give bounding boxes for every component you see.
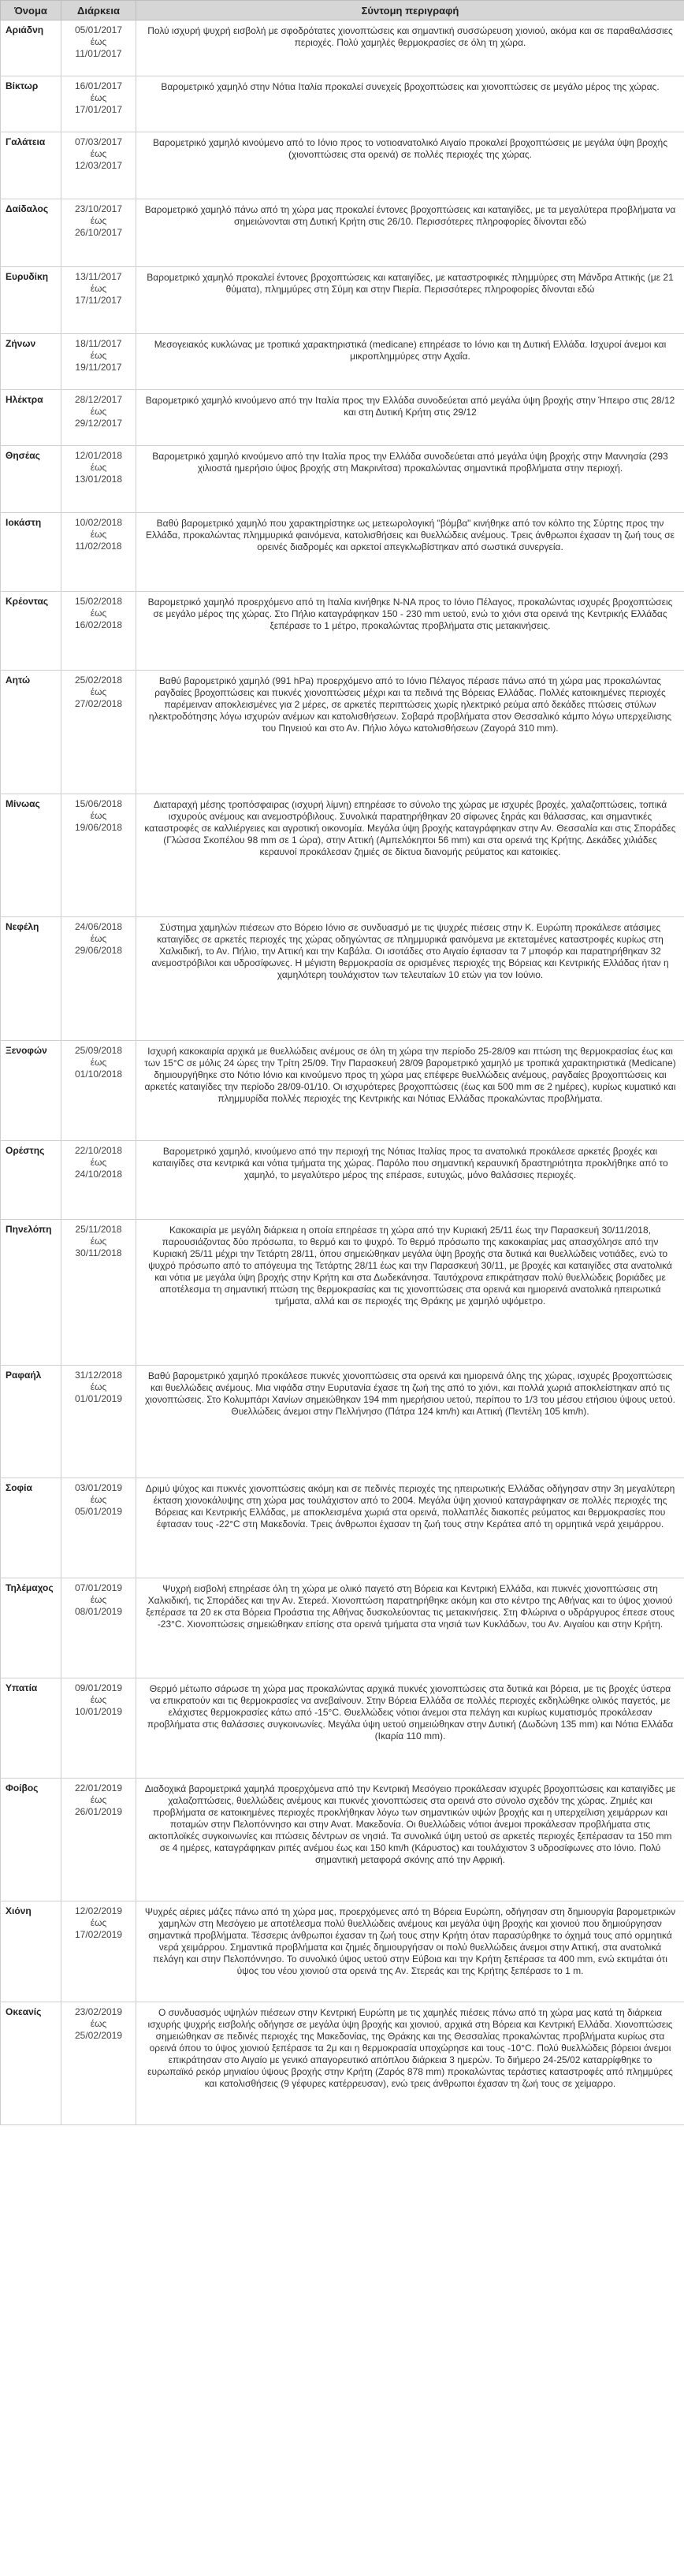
start-date: 25/11/2018 xyxy=(75,1224,122,1235)
storm-duration xyxy=(61,1678,136,1779)
storm-description: Σύστημα χαμηλών πιέσεων στο Βόρειο Ιόνιο σε συνδυασμό με τις ψυχρές πιέσεις στην Κ. Ευρώπη προκάλεσε ατάσιμες καταιγίδες σε αρκετές περιοχές της χώρας οδηγώντας σε πλημμυρικά φαινόμενα με εκτεταμένες καταστροφές κυρίως στη Χαλκιδική, το Αν. Πήλιο, την Αττική και την Καβάλα. Οι ισοτάδες στο Αιγαίο έφτασαν τα 7 μποφόρ και παρατηρήθηκαν 32 ανεμοστρόβιλοι και υδροσίφωνες. Η μέγιστη θερμοκρασία σε ορισμένες περιοχές της Βόρειας και Κεντρικής Ελλάδας ήταν η χαμηλότερη τουλάχιστον των τελευταίων 10 ετών για τον Ιούνιο. xyxy=(136,917,684,1041)
storm-duration xyxy=(61,1901,136,2002)
table-row xyxy=(1,1141,684,1220)
end-date: 29/06/2018 xyxy=(74,945,123,956)
storm-duration xyxy=(61,199,136,267)
storm-name: Κρέοντας xyxy=(1,592,61,671)
end-date: 12/03/2017 xyxy=(74,160,123,171)
storm-duration xyxy=(61,592,136,671)
table-row xyxy=(1,1779,684,1901)
table-row xyxy=(1,794,684,917)
storm-duration xyxy=(61,1141,136,1220)
storm-description: Θερμό μέτωπο σάρωσε τη χώρα μας προκαλώντας αρχικά πυκνές χιονοπτώσεις στα δυτικά και βόρεια, με τις βροχές ύστερα να επικρατούν και τις θερμοκρασίες να ανεβαίνουν. Στην Βόρεια Ελλάδα σε πολλές περιοχές εκδηλώθηκε ολικός παγετός, με ελάχιστες θερμοκρασίες κάτω από -15°C. Θυελλώδεις νότιοι άνεμοι στα πελάγη και κυρίως κυματισμός προκάλεσαν προβλήματα στις θαλάσσιες συγκοινωνίες. Μεγάλα ύψη υετού σημειώθηκαν στην Δυτική (Δωδώνη 135 mm) και Νότια Ελλάδα (Ικαρία 110 mm). xyxy=(136,1678,684,1779)
date-separator: έως xyxy=(90,462,107,473)
date-separator: έως xyxy=(90,92,107,103)
storm-description: Βαρομετρικό χαμηλό προκαλεί έντονες βροχοπτώσεις και καταιγίδες, με καταστροφικές πλημμύρες στη Μάνδρα Αττικής (με 21 θύματα), πλημμύρες στη Σύμη και στην Πιερία. Περισσότερες πληροφορίες δίνονται εδώ xyxy=(136,267,684,334)
storm-duration xyxy=(61,917,136,1041)
storm-duration xyxy=(61,20,136,76)
table-row xyxy=(1,513,684,592)
start-date: 07/03/2017 xyxy=(74,136,123,147)
start-date: 15/06/2018 xyxy=(74,798,123,809)
table-row xyxy=(1,2002,684,2125)
storm-name: Φοίβος xyxy=(1,1779,61,1901)
storm-name: Μίνωας xyxy=(1,794,61,917)
storm-name: Αητώ xyxy=(1,671,61,794)
table-row xyxy=(1,446,684,513)
storm-description: Κακοκαιρία με μεγάλη διάρκεια η οποία επηρέασε τη χώρα από την Κυριακή 25/11 έως την Παρασκευή 30/11/2018, παρουσιάζοντας δύο πρόσωπα, το θερμό και το ψυχρό. Το θερμό πρόσωπο της κακοκαιρίας μας απασχόλησε από την Κυριακή 25/11 μέχρι την Τετάρτη 28/11, όπου σημειώθηκαν μεγάλα ύψη βροχής στα δυτικά και θυελλώδεις νοτιάδες, ενώ το ψυχρό πρόσωπο από το απόγευμα της Τετάρτης 28/11 έως και την Παρασκευή 30/11, με βροχές και καταιγίδες στα ανατολικά και νότια με μεγάλα ύψη βροχής στην Κρήτη και στα Δωδεκάνησα. Ταυτόχρονα επικράτησαν πολύ θυελλώδεις βοριάδες με αποτέλεσμα τη σημαντική πτώση της θερμοκρασίας και τις χιονοπτώσεις στα ορεινά και ημιορεινά ανατολικά ηπειρωτικά τμήματα, αλλά και σε περιοχές της Θράκης με χαμηλό υψόμετρο. xyxy=(136,1220,684,1366)
start-date: 22/10/2018 xyxy=(74,1145,123,1156)
storm-description: Ψυχρές αέριες μάζες πάνω από τη χώρα μας, προερχόμενες από τη Βόρεια Ευρώπη, οδήγησαν στη δημιουργία βαρομετρικών χαμηλών στη Μεσόγειο με αποτέλεσμα πολύ θυελλώδεις ανέμους και μεγάλα ύψη βροχής και χιονιού που δημιούργησαν σημαντικά προβλήματα. Τέσσερις άνθρωποι έχασαν τη ζωή τους στην Κρήτη όταν παρασύρθηκε το όχημά τους από ορμητικά νερά χειμάρρου. Σημαντικά προβλήματα και ζημιές δημιουργήσαν οι πολύ θυελλώδεις άνεμοι στην Αττική, στα ανατολικά πελάγη και στην Πελοπόννησο. Το συνολικό ύψος υετού στην Εύβοια και την Κρήτη ξεπέρασε τα 400 mm, ενώ εκτιμάται ότι ύψος του νέου χιονιού στα ορεινά της Αν. Στερεάς και της Κρήτης ξεπέρασε το 1 m. xyxy=(136,1901,684,2002)
end-date: 24/10/2018 xyxy=(74,1169,123,1180)
storm-description: Βαθύ βαρομετρικό χαμηλό που χαρακτηρίστηκε ως μετεωρολογική "βόμβα" κινήθηκε από τον κόλπο της Σύρτης προς την Ελλάδα, προκαλώντας πλημμυρικά φαινόμενα, κατολισθήσεις και θυελλώδεις ανέμους. Τρεις άνθρωποι έχασαν τη ζωή τους σε ορεινές διαδρομές και αρκετοί απεγκλωβίστηκαν από σωστικά συνεργεία. xyxy=(136,513,684,592)
end-date: 26/01/2019 xyxy=(74,1806,123,1817)
storm-duration xyxy=(61,446,136,513)
storm-description: Βαρομετρικό χαμηλό στην Νότια Ιταλία προκαλεί συνεχείς βροχοπτώσεις και χιονοπτώσεις σε μεγάλο μέρος της χώρας. xyxy=(136,76,684,132)
table-row xyxy=(1,76,684,132)
start-date: 05/01/2017 xyxy=(74,24,123,35)
end-date: 17/11/2017 xyxy=(75,295,122,306)
storm-duration xyxy=(61,671,136,794)
storm-description: Μεσογειακός κυκλώνας με τροπικά χαρακτηριστικά (medicane) επηρέασε το Ιόνιο και τη Δυτική Ελλάδα. Ισχυροί άνεμοι και μικροπλημμύρες στην Αχαΐα. xyxy=(136,334,684,390)
end-date: 13/01/2018 xyxy=(74,474,123,485)
storm-name: Χιόνη xyxy=(1,1901,61,2002)
table-row xyxy=(1,267,684,334)
start-date: 25/09/2018 xyxy=(74,1045,123,1056)
header-name: Όνομα xyxy=(1,1,61,20)
start-date: 03/01/2019 xyxy=(74,1482,123,1493)
end-date: 26/10/2017 xyxy=(74,227,123,238)
start-date: 28/12/2017 xyxy=(74,394,123,405)
start-date: 25/02/2018 xyxy=(74,675,123,686)
storm-description: Ισχυρή κακοκαιρία αρχικά με θυελλώδεις ανέμους σε όλη τη χώρα την περίοδο 25-28/09 και πτώση της θερμοκρασίας έως και των 15°C σε μόλις 24 ώρες την Τρίτη 25/09. Την Παρασκευή 28/09 βαρομετρικό χαμηλό με τροπικά χαρακτηριστικά (Medicane) δημιουργήθηκε στο Νότιο Ιόνιο και κινούμενο προς τη χώρα μας επέφερε θυελλώδεις ανέμους, ραγδαίες βροχοπτώσεις και αρκετές καταιγίδες την περίοδο 28/09-01/10. Οι ισχυρότερες βροχοπτώσεις (έως και 500 mm σε 2 ημέρες), κυρίως κυματικό και πλημμυρίδα πολλές περιοχές της Κεντρικής και Νότιας Ελλάδας προκαλώντας προβλήματα. xyxy=(136,1041,684,1141)
date-separator: έως xyxy=(90,406,107,417)
end-date: 01/01/2019 xyxy=(74,1393,123,1404)
start-date: 12/01/2018 xyxy=(74,450,123,461)
start-date: 22/01/2019 xyxy=(74,1782,123,1794)
table-row xyxy=(1,1366,684,1478)
table-row xyxy=(1,199,684,267)
end-date: 10/01/2019 xyxy=(74,1706,123,1717)
table-row xyxy=(1,1041,684,1141)
table-row xyxy=(1,132,684,199)
storm-description: Δριμύ ψύχος και πυκνές χιονοπτώσεις ακόμη και σε πεδινές περιοχές της ηπειρωτικής Ελλάδας οδήγησαν στην 3η μεγαλύτερη έκταση χιονοκάλυψης στη χώρα μας τουλάχιστον από το 2004. Μεγάλα ύψη χιονιού καταγράφηκαν σε πολλές περιοχές της Βόρειας και Κεντρικής Ελλάδας, με αποκλεισμένα χωριά στα ορεινά, πολλαπλές διακοπές ρεύματος και θερμοκρασίες που έφτασαν τους -22°C στη Μακεδονία. Τρεις άνθρωποι έχασαν τη ζωή τους στην Κεράτεα από τη ορμητικά νερά χειμάρρου. xyxy=(136,1478,684,1578)
storm-duration xyxy=(61,1478,136,1578)
table-row xyxy=(1,917,684,1041)
table-row xyxy=(1,1678,684,1779)
table-row xyxy=(1,1220,684,1366)
storm-name: Υπατία xyxy=(1,1678,61,1779)
end-date: 01/10/2018 xyxy=(74,1069,123,1080)
end-date: 27/02/2018 xyxy=(74,698,123,709)
storm-duration xyxy=(61,2002,136,2125)
storm-description: Βαρομετρικό χαμηλό πάνω από τη χώρα μας προκαλεί έντονες βροχοπτώσεις και καταιγίδες, με τα μεγαλύτερα προβλήματα να σημειώνονται στη Δυτική Κρήτη στις 26/10. Περισσότερες πληροφορίες δίνονται εδώ xyxy=(136,199,684,267)
date-separator: έως xyxy=(90,1794,107,1805)
start-date: 23/02/2019 xyxy=(74,2006,123,2017)
storm-duration xyxy=(61,513,136,592)
date-separator: έως xyxy=(90,215,107,226)
storm-name: Δαίδαλος xyxy=(1,199,61,267)
date-separator: έως xyxy=(90,350,107,361)
date-separator: έως xyxy=(90,1057,107,1068)
date-separator: έως xyxy=(90,529,107,540)
storm-name: Ξενοφών xyxy=(1,1041,61,1141)
storm-name: Βίκτωρ xyxy=(1,76,61,132)
table-row xyxy=(1,1901,684,2002)
storm-duration xyxy=(61,1041,136,1141)
storm-name: Αριάδνη xyxy=(1,20,61,76)
end-date: 17/02/2019 xyxy=(74,1929,123,1940)
storm-name: Ιοκάστη xyxy=(1,513,61,592)
storm-duration xyxy=(61,76,136,132)
end-date: 08/01/2019 xyxy=(74,1606,123,1617)
end-date: 11/02/2018 xyxy=(75,541,122,552)
date-separator: έως xyxy=(90,1236,107,1247)
start-date: 24/06/2018 xyxy=(74,921,123,932)
storm-name: Πηνελόπη xyxy=(1,1220,61,1366)
table-row xyxy=(1,334,684,390)
date-separator: έως xyxy=(90,1157,107,1168)
end-date: 05/01/2019 xyxy=(74,1506,123,1517)
date-separator: έως xyxy=(90,148,107,159)
storm-name: Ζήνων xyxy=(1,334,61,390)
header-duration: Διάρκεια xyxy=(61,1,136,20)
table-header xyxy=(1,1,684,20)
storm-name: Ραφαήλ xyxy=(1,1366,61,1478)
end-date: 29/12/2017 xyxy=(74,418,123,429)
storm-duration xyxy=(61,132,136,199)
storm-description: Βαρομετρικό χαμηλό, κινούμενο από την περιοχή της Νότιας Ιταλίας προς τα ανατολικά προκάλεσε αρκετές βροχές και καταιγίδες στα κεντρικά και νότια τμήματα της χώρας. Παρόλο που σημαντική κεραυνική δραστηριότητα προκλήθηκε από το χαμηλό, το μεγαλύτερο μέρος της επέρασε, ευτυχώς, μόνο θαλάσσιες περιοχές. xyxy=(136,1141,684,1220)
table-row xyxy=(1,390,684,446)
storm-description: Διαδοχικά βαρομετρικά χαμηλά προερχόμενα από την Κεντρική Μεσόγειο προκάλεσαν ισχυρές βροχοπτώσεις και καταιγίδες με χαλαζοπτώσεις, θυελλώδεις ανέμους και πυκνές χιονοπτώσεις στα ορεινά στο σύνολο σχεδόν της χώρας. Ζημιές και προβλήματα σε κατοικημένες περιοχές προκλήθηκαν λόγω των σημαντικών υψών βροχής και η υπερχείλιση χειμάρρων και ποταμών στην Πελοπόννησο και στην Ανατ. Μακεδονία. Οι θυελλώδεις νότιοι άνεμοι προκάλεσαν προβλήματα στις ακτοπλοϊκές συγκοινωνίες και πτώσεις δέντρων σε νησιά. Τα συνολικά ύψη υετού σε αρκετές περιοχές ξεπέρασαν τα 150 mm σε 4 ημέρες, καταγράφηκαν ριπές ανέμου έως και 150 km/h (Κάρυστος) και τουλάχιστον 3 υδροσίφωνες στο Ιόνιο. Πολύ σημαντική μεταφορά σκόνης από την Αφρική. xyxy=(136,1779,684,1901)
storm-description: Βαθύ βαρομετρικό χαμηλό (991 hPa) προερχόμενο από το Ιόνιο Πέλαγος πέρασε πάνω από τη χώρα μας προκαλώντας ραγδαίες βροχοπτώσεις και πυκνές χιονοπτώσεις μέχρι και τα πεδινά της Βόρειας Ελλάδας. Πολλές κατοικημένες περιοχές παρέμειναν αποκλεισμένες για 2 μέρες, σε αρκετές περιπτώσεις χωρίς ηλεκτρικό ρεύμα από δεκάδες πτώσεις στύλων ηλεκτροδότησης λόγω ισχυρών ανέμων και κατολισθήσεων. Σοβαρά προβλήματα στον Θεσσαλικό κάμπο λόγω υπερχείλισης του Πηνειού και στο Αν. Πήλιο λόγω κατολισθήσεων (Ζαγορά 310 mm). xyxy=(136,671,684,794)
date-separator: έως xyxy=(90,1694,107,1705)
table-row xyxy=(1,1578,684,1678)
end-date: 30/11/2018 xyxy=(75,1247,122,1258)
storm-name: Νεφέλη xyxy=(1,917,61,1041)
storm-description: Βαρομετρικό χαμηλό προερχόμενο από τη Ιταλία κινήθηκε Ν-ΝΑ προς το Ιόνιο Πέλαγος, προκαλώντας ισχυρές βροχοπτώσεις σε μεγάλο μέρος της χώρας. Στο Πήλιο καταγράφηκαν 150 - 230 mm υετού, ενώ το χιόνι στα ορεινά της Κεντρικής Ελλάδας ξεπέρασε το 1 μέτρο, προκαλώντας προβλήματα στις μετακινήσεις. xyxy=(136,592,684,671)
end-date: 17/01/2017 xyxy=(74,104,123,115)
date-separator: έως xyxy=(90,1494,107,1505)
header-description: Σύντομη περιγραφή xyxy=(136,1,684,20)
storm-duration xyxy=(61,1366,136,1478)
storm-name: Σοφία xyxy=(1,1478,61,1578)
end-date: 19/06/2018 xyxy=(74,822,123,833)
start-date: 23/10/2017 xyxy=(74,203,123,214)
storm-description: Διαταραχή μέσης τροπόσφαιρας (ισχυρή λίμνη) επηρέασε το σύνολο της χώρας με ισχυρές βροχές, χαλαζοπτώσεις, τοπικά ισχυρούς ανέμους και ανεμοστρόβιλους. Συνολικά παρατηρήθηκαν 20 σίφωνες ξηράς και θάλασσας, και σημαντικές καταστροφές σε καλλιέργειες και αγροτική οικονομία. Μεγάλα ύψη βροχής καταγράφηκαν στην Αν. Θεσσαλία και στις Σποράδες (Γλώσσα Σκοπέλου 98 mm σε 1 ώρα), στην Αττική (Αμπελόκηποι 56 mm) και στα ορεινά της Κρήτης. Δεκάδες χιλιάδες κεραυνοί προκάλεσαν ζημιές σε δίκτυα διανομής ρεύματος και κατοικίες. xyxy=(136,794,684,917)
end-date: 16/02/2018 xyxy=(74,619,123,630)
storm-name: Γαλάτεια xyxy=(1,132,61,199)
date-separator: έως xyxy=(90,36,107,47)
table-body xyxy=(1,20,684,2125)
storm-duration xyxy=(61,390,136,446)
start-date: 15/02/2018 xyxy=(74,596,123,607)
storm-description: Βαρομετρικό χαμηλό κινούμενο από την Ιταλία προς την Ελλάδα συνοδεύεται από μεγάλα ύψη βροχής στην Μαννησία (293 χιλιοστά ημερήσιο ύψος βροχής στη Μακρινίτσα) προκαλώντας σημαντικά προβλήματα στην περιοχή. xyxy=(136,446,684,513)
storm-duration xyxy=(61,1220,136,1366)
storm-name: Θησέας xyxy=(1,446,61,513)
start-date: 16/01/2017 xyxy=(74,80,123,91)
storm-description: Ψυχρή εισβολή επηρέασε όλη τη χώρα με ολικό παγετό στη Βόρεια και Κεντρική Ελλάδα, και πυκνές χιονοπτώσεις στη Χαλκιδική, τις Σποράδες και την Αν. Στερεά. Χιονοπτώση παρατηρήθηκε ακόμη και στο κέντρο της Αθήνας και το ύψος χιονιού ξεπέρασε τα 20 εκ στα Βόρεια Προάστια της Αθήνας δυσκολεύοντας τις μετακινήσεις. Στη Φλώρινα ο υδράργυρος έπεσε στους -23°C. Χιονοπτώσεις σημειώθηκαν επίσης στα ορεινά τμήματα στα νησιά των Κυκλάδων, του Αν. Αιγαίου και στην Κρήτη. xyxy=(136,1578,684,1678)
table-row xyxy=(1,671,684,794)
storm-duration xyxy=(61,1578,136,1678)
storm-description: Πολύ ισχυρή ψυχρή εισβολή με σφοδρότατες χιονοπτώσεις και σημαντική συσσώρευση χιονιού, ακόμα και σε παραθαλάσσιες περιοχές. Πολύ χαμηλές θερμοκρασίες σε όλη τη χώρα. xyxy=(136,20,684,76)
start-date: 09/01/2019 xyxy=(74,1682,123,1693)
date-separator: έως xyxy=(90,1917,107,1928)
start-date: 18/11/2017 xyxy=(75,338,122,349)
storm-description: Βαρομετρικό χαμηλό κινούμενο από το Ιόνιο προς το νοτιοανατολικό Αιγαίο προκαλεί βροχοπτώσεις με μεγάλα ύψη βροχής (χιονοπτώσεις στα ορεινά) σε πολλές περιοχές της χώρας. xyxy=(136,132,684,199)
storm-duration xyxy=(61,1779,136,1901)
storm-duration xyxy=(61,334,136,390)
date-separator: έως xyxy=(90,686,107,697)
storm-duration xyxy=(61,267,136,334)
date-separator: έως xyxy=(90,933,107,944)
start-date: 13/11/2017 xyxy=(75,271,122,282)
storm-description: Βαθύ βαρομετρικό χαμηλό προκάλεσε πυκνές χιονοπτώσεις στα ορεινά και ημιορεινά όλης της χώρας, ισχυρές βροχοπτώσεις και θυελλώδεις ανέμους. Μια νιφάδα στην Ευρυτανία έχασε τη ζωή της από το χιόνι, και πολλά χωριά αποκλείστηκαν από τις χιονοπτώσεις. Στο Κολυμπάρι Χανίων σημειώθηκαν 194 mm ημερήσιου υετού, περίπου το 1/3 του μέσου ετήσιου ύψους υετού. Θυελλώδεις άνεμοι στην Πελλήνησο (Πάτρα 124 km/h) και Αττική (Πεντέλη 105 km/h). xyxy=(136,1366,684,1478)
start-date: 10/02/2018 xyxy=(74,517,123,528)
table-row xyxy=(1,20,684,76)
date-separator: έως xyxy=(90,283,107,294)
table-row xyxy=(1,592,684,671)
table-row xyxy=(1,1478,684,1578)
storm-name: Ευρυδίκη xyxy=(1,267,61,334)
end-date: 19/11/2017 xyxy=(75,362,122,373)
start-date: 31/12/2018 xyxy=(74,1370,123,1381)
storm-name: Ορέστης xyxy=(1,1141,61,1220)
storm-name: Τηλέμαχος xyxy=(1,1578,61,1678)
start-date: 07/01/2019 xyxy=(74,1582,123,1593)
end-date: 25/02/2019 xyxy=(74,2030,123,2041)
storm-duration xyxy=(61,794,136,917)
start-date: 12/02/2019 xyxy=(74,1905,123,1916)
end-date: 11/01/2017 xyxy=(75,48,122,59)
storm-name: Οκεανίς xyxy=(1,2002,61,2125)
storm-name: Ηλέκτρα xyxy=(1,390,61,446)
date-separator: έως xyxy=(90,1594,107,1605)
date-separator: έως xyxy=(90,2018,107,2029)
date-separator: έως xyxy=(90,608,107,619)
date-separator: έως xyxy=(90,1381,107,1392)
date-separator: έως xyxy=(90,810,107,821)
storm-description: Βαρομετρικό χαμηλό κινούμενο από την Ιταλία προς την Ελλάδα συνοδεύεται από μεγάλα ύψη βροχής στην Ήπειρο στις 28/12 και στη Δυτική Κρήτη στις 29/12 xyxy=(136,390,684,446)
storm-description: Ο συνδυασμός υψηλών πιέσεων στην Κεντρική Ευρώπη με τις χαμηλές πιέσεις πάνω από τη χώρα μας κατά τη διάρκεια ισχυρής ψυχρής εισβολής οδήγησε σε μεγάλα ύψη βροχής και χιονιού, αρχικά στη Βόρεια και Κεντρική Ελλάδα. Χιονοπτώσεις σημειώθηκαν σε πεδινές περιοχές της Μακεδονίας, της Θράκης και της Θεσσαλίας προκαλώντας προβλήματα κυρίως στα ορεινά όπου το ύψος χιονιού ξεπέρασε τα 2μ και η θερμοκρασία υποχώρησε και τους -10°C. Πολύ θυελλώδεις βόρειοι άνεμοι επικράτησαν στο Αιγαίο με γενικό απαγορευτικό απόπλου διάρκεια 3 ημερών. Το διήμερο 24-25/02 καταρρίφθηκε το ευρωπαϊκό ρεκόρ μηνιαίου ύψους βροχής στην Κρήτη (Ζαρός 878 mm) προκαλώντας τεράστιες καταστροφές από πλημμύρες και κατολισθήσεις (9 γέφυρες κατέρρευσαν), ενώ τρεις άνθρωποι έχασαν τη ζωή τους σε χείμαρρο. xyxy=(136,2002,684,2125)
